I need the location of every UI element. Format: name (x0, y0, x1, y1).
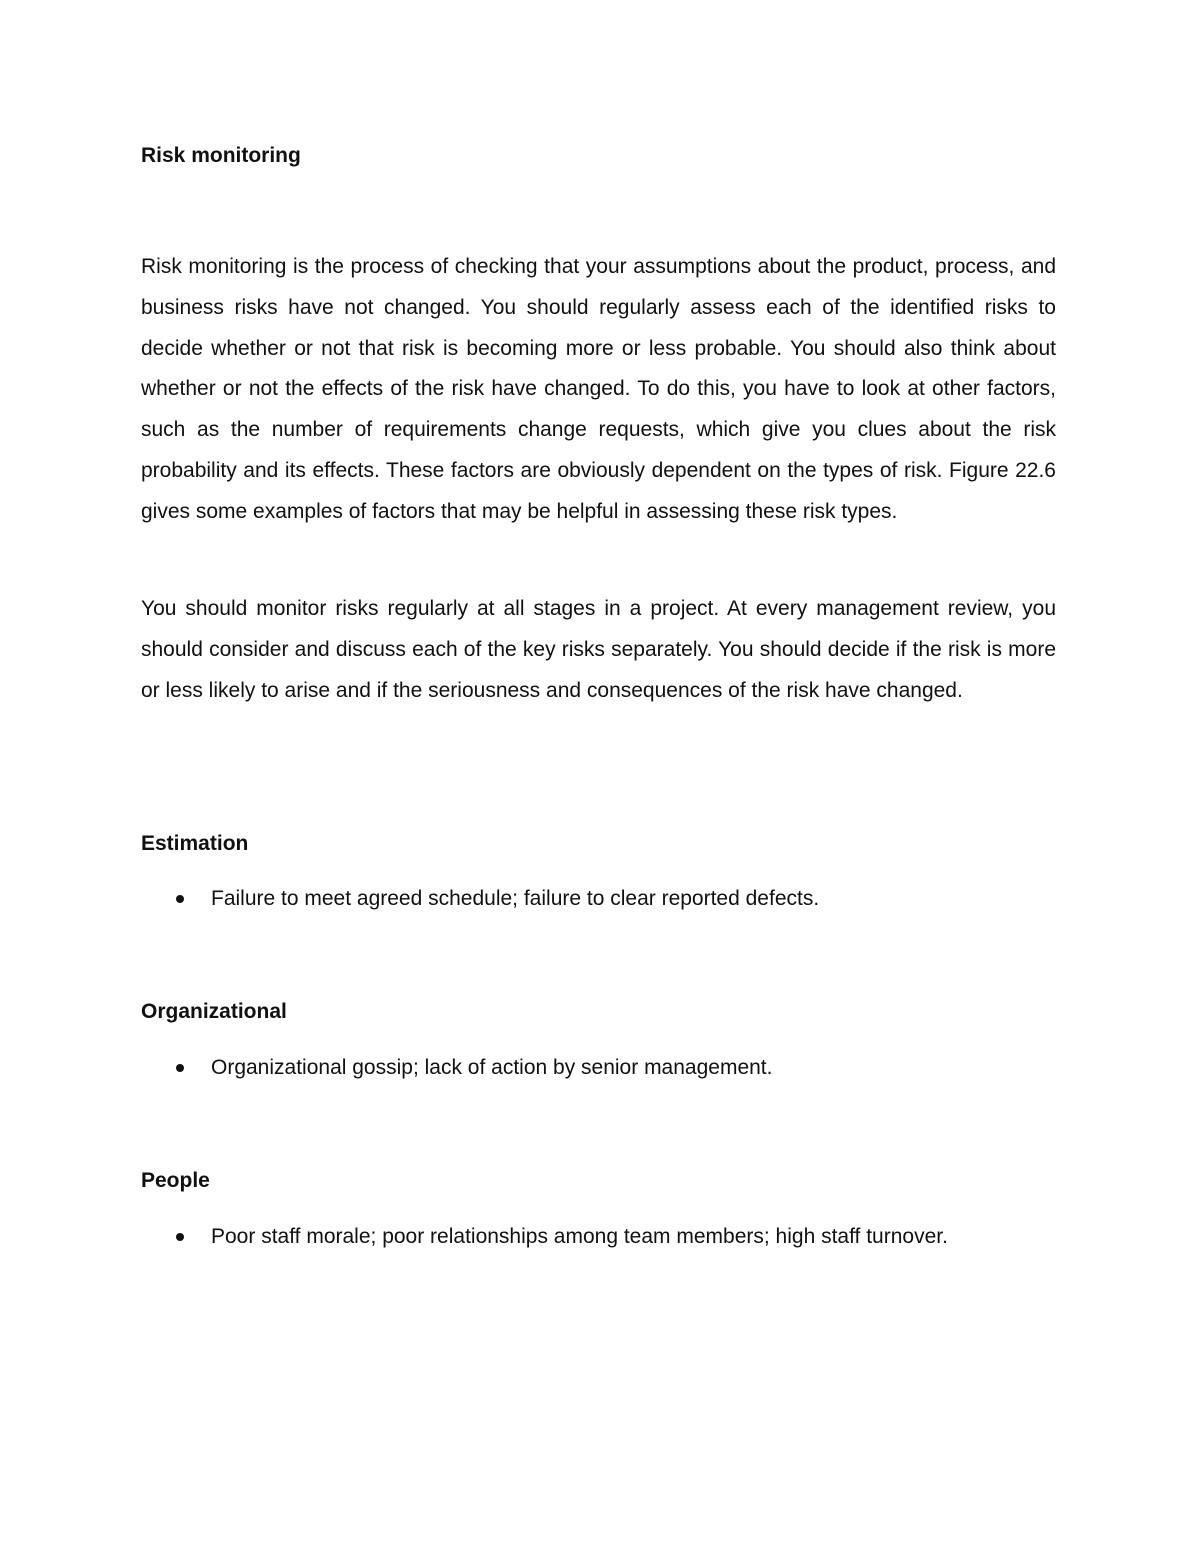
paragraph-monitoring-review: You should monitor risks regularly at all stages in a project. At every management review, you should consider and discuss each of the key risks separately. You should decide if the risk is more or less likely to arise and if the seriousness and consequences of the risk have changed. (141, 597, 1056, 702)
section-heading-people: People (141, 1169, 210, 1192)
bullet-icon (176, 895, 184, 903)
page-title: Risk monitoring (141, 144, 301, 167)
section-heading-organizational: Organizational (141, 1000, 287, 1023)
list-item-people (141, 1222, 1056, 1252)
list-item-text: Organizational gossip; lack of action by senior management. (211, 1056, 773, 1079)
bullet-icon (176, 1064, 184, 1072)
section-heading-estimation: Estimation (141, 832, 249, 855)
list-item-organizational (141, 1053, 1056, 1083)
list-item-text: Poor staff morale; poor relationships among team members; high staff turnover. (211, 1225, 948, 1248)
paragraph-intro: Risk monitoring is the process of checking that your assumptions about the product, process, and business risks have not changed. You should regularly assess each of the identified risks to decide whether or not that risk is becoming more or less probable. You should also think about whether or not the effects of the risk have changed. To do this, you have to look at other factors, such as the number of requirements change requests, which give you clues about the risk probability and its effects. These factors are obviously dependent on the types of risk. Figure 22.6 gives some examples of factors that may be helpful in assessing these risk types. (141, 255, 1056, 523)
bullet-icon (176, 1233, 184, 1241)
list-item-text: Failure to meet agreed schedule; failure to clear reported defects. (211, 887, 820, 910)
list-item-estimation (141, 884, 1056, 914)
